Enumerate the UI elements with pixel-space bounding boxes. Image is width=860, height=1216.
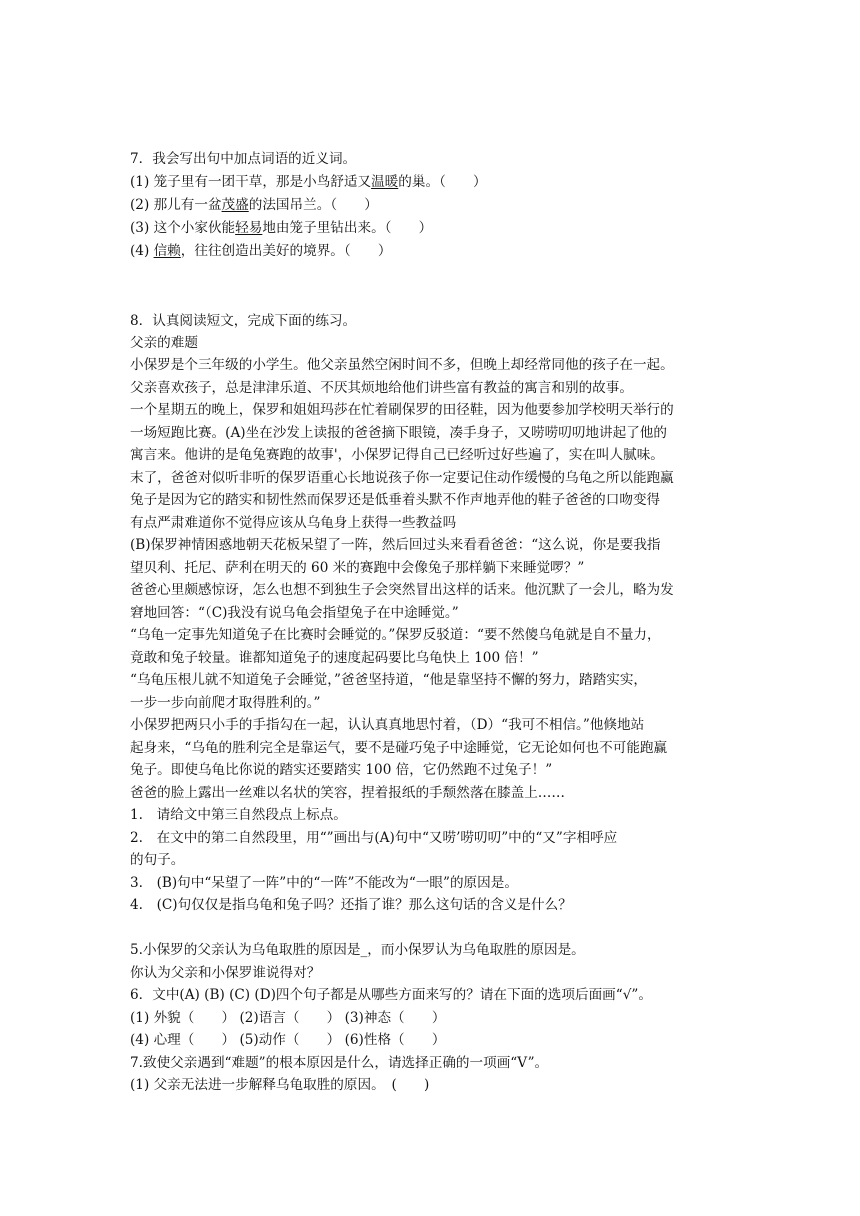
passage-line: 竟敢和兔子较量。谁都知道兔子的速度起码要比乌龟快上 100 倍！” <box>130 650 539 666</box>
passage-title: 父亲的难题 <box>130 335 198 351</box>
passage-line: (B)保罗神情困惑地朝天花板呆望了一阵，然后回过头来看看爸爸：“这么说，你是要我指 <box>130 537 661 553</box>
question-line: 5.小保罗的父亲认为乌龟取胜的原因是_，而小保罗认为乌龟取胜的原因是。 <box>130 942 585 958</box>
question-line: 3. (B)句中“呆望了一阵”中的“一阵”不能改为“一眼”的原因是。 <box>130 875 518 891</box>
question-line: 7.致使父亲遇到“难题”的根本原因是什么，请选择正确的一项画“V”。 <box>130 1055 549 1071</box>
passage-line: 小保罗是个三年级的小学生。他父亲虽然空闲时间不多，但晚上却经常同他的孩子在一起。 <box>130 357 674 373</box>
underlined-word: 轻易 <box>235 220 263 236</box>
passage-line: “乌龟压根儿就不知道兔子会睡觉，”爸爸坚持道，“他是靠坚持不懈的努力，踏踏实实， <box>130 672 648 688</box>
passage-line: 有点严肃难道你不觉得应该从乌龟身上获得一些教益吗 <box>130 515 457 531</box>
passage-line: 望贝利、托尼、萨利在明天的 60 米的赛跑中会像兔子那样躺下来睡觉啰？” <box>130 560 585 576</box>
passage-line: “乌龟一定事先知道兔子在比赛时会睡觉的。”保罗反驳道：“要不然傻乌龟就是自不量力， <box>130 627 661 643</box>
passage-line: 爸爸心里颇感惊讶，怎么也想不到独生子会突然冒出这样的话来。他沉默了一会儿，略为发 <box>130 582 674 598</box>
passage-line: 一个星期五的晚上，保罗和姐姐玛莎在忙着刷保罗的田径鞋，因为他要参加学校明天举行的 <box>130 402 674 418</box>
passage-line: 爸爸的脸上露出一丝难以名状的笑容，捏着报纸的手颓然落在膝盖上…… <box>130 785 565 801</box>
passage-line: 一步一步向前爬才取得胜利的。” <box>130 695 321 711</box>
option-line: (4) 心理（ ） (5)动作（ ） (6)性格（ ） <box>130 1032 446 1048</box>
question-line: 4. (C)句仅仅是指乌龟和兔子吗？还指了谁？那么这句话的含义是什么？ <box>130 897 572 913</box>
underlined-word: 信赖 <box>153 243 181 259</box>
passage-line: 小保罗把两只小手的手指勾在一起，认认真真地思忖着，（D）“我可不相信。”他倏地站 <box>130 717 645 733</box>
option-line: (1) 外貌（ ） (2)语言（ ） (3)神态（ ） <box>130 1010 446 1026</box>
question-line: 的句子。 <box>130 852 185 868</box>
passage-line: 寓言来。他讲的是龟兔赛跑的故事'，小保罗记得自己已经听过好些遍了，实在叫人腻味。 <box>130 447 664 463</box>
passage-line: 一场短跑比赛。(A)坐在沙发上读报的爸爸摘下眼镜，凑手身子，又唠唠叨叨地讲起了他的 <box>130 425 667 441</box>
q7-title: 7．我会写出句中加点词语的近义词。 <box>130 151 357 167</box>
passage-line: 兔子。即使乌龟比你说的踏实还要踏实 100 倍，它仍然跑不过兔子！” <box>130 762 553 778</box>
q7-item: (4) 信赖，往往创造出美好的境界。（ ） <box>130 243 392 259</box>
passage-line: 窘地回答：“（C)我没有说乌龟会指望兔子在中途睡觉。” <box>130 605 459 621</box>
question-line: 2. 在文中的第二自然段里，用“”画出与(A)句中“又唠’唠叨叨”中的“又”字相呼应 <box>130 830 618 846</box>
q8-title: 8．认真阅读短文，完成下面的练习。 <box>130 313 357 329</box>
question-line: 1. 请给文中第三自然段点上标点。 <box>130 807 347 823</box>
underlined-word: 茂盛 <box>221 197 249 213</box>
passage-line: 兔子是因为它的踏实和韧性然而保罗还是低垂着头默不作声地弄他的鞋子爸爸的口吻变得 <box>130 492 661 508</box>
passage-line: 父亲喜欢孩子，总是津津乐道、不厌其烦地给他们讲些富有教益的寓言和别的故事。 <box>130 380 633 396</box>
question-line: 你认为父亲和小保罗谁说得对？ <box>130 965 321 981</box>
q7-item: (2) 那儿有一盆茂盛的法国吊兰。（ ） <box>130 197 378 213</box>
underlined-word: 温暖 <box>371 174 399 190</box>
option-line: (1) 父亲无法进一步解释乌龟取胜的原因。 ( ) <box>130 1077 430 1093</box>
passage-line: 末了，爸爸对似听非听的保罗语重心长地说孩子你一定要记住动作缓慢的乌龟之所以能跑赢 <box>130 470 674 486</box>
q7-item: (1) 笼子里有一团干草，那是小鸟舒适又温暖的巢。（ ） <box>130 174 487 190</box>
q7-item: (3) 这个小家伙能轻易地由笼子里钻出来。（ ） <box>130 220 433 236</box>
passage-line: 起身来，“乌龟的胜利完全是靠运气，要不是碰巧兔子中途睡觉，它无论如何也不可能跑赢 <box>130 740 668 756</box>
question-line: 6．文中(A) (B) (C) (D)四个句子都是从哪些方面来写的？请在下面的选项后面画“√”。 <box>130 987 652 1003</box>
